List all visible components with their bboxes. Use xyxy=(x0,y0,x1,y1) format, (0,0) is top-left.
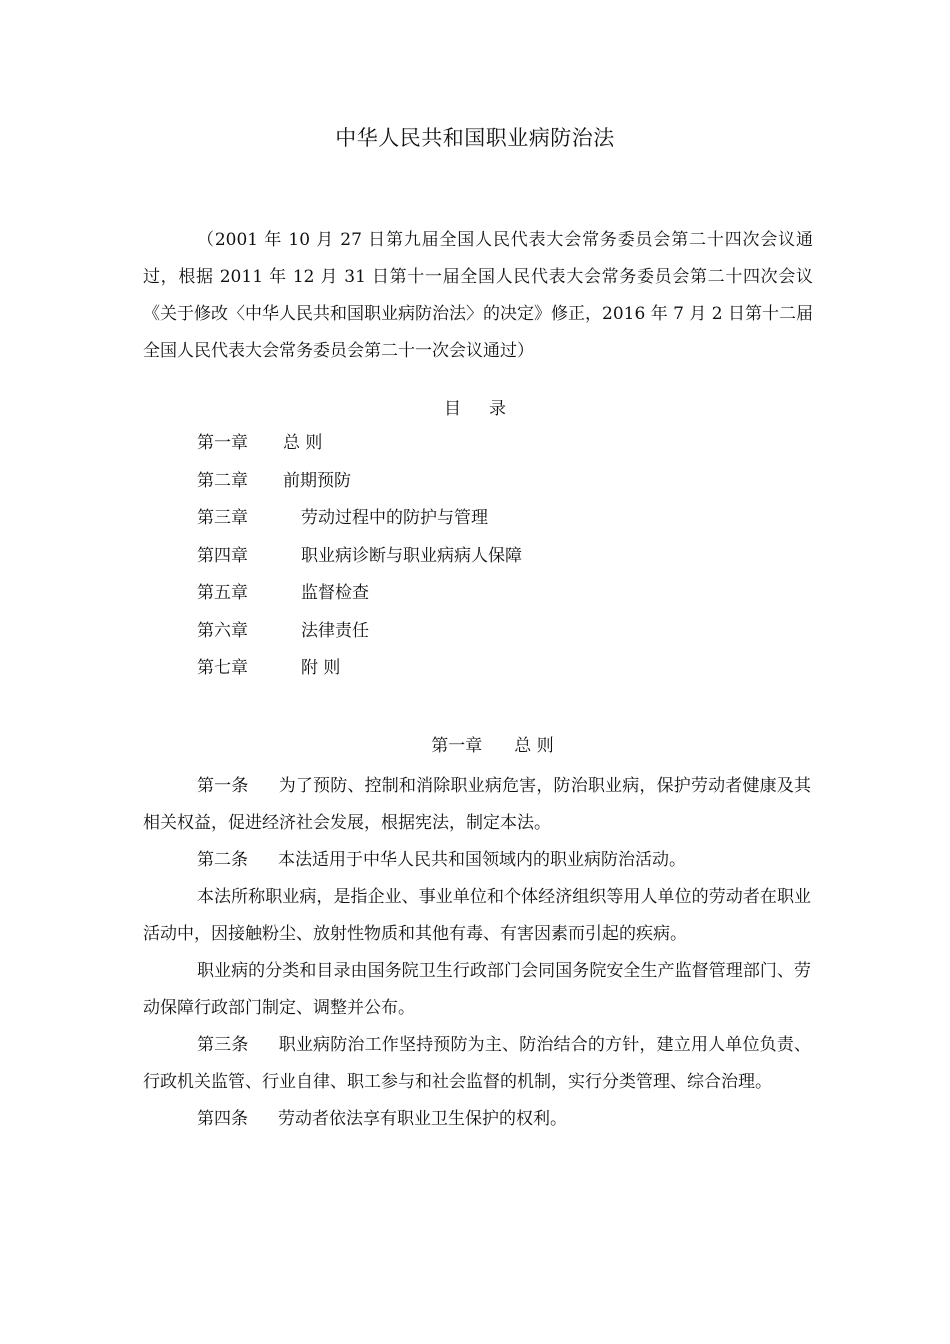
article-number: 第三条 xyxy=(197,1035,249,1055)
article-text: 本法适用于中华人民共和国领域内的职业病防治活动。 xyxy=(278,850,686,870)
article-paragraph xyxy=(143,1101,811,1138)
article-number: 第四条 xyxy=(197,1109,248,1129)
article-text: 为了预防、控制和消除职业病危害，防治职业病，保护劳动者健康及其相关权益，促进经济社会发展，根据宪法，制定本法。 xyxy=(143,776,812,833)
toc-item[interactable] xyxy=(197,430,697,468)
document-title: 中华人民共和国职业病防治法 xyxy=(335,126,615,150)
paragraph-text: 职业病的分类和目录由国务院卫生行政部门会同国务院安全生产监督管理部门、劳动保障行政部门制定、调整并公布。 xyxy=(143,961,811,1018)
toc-item-name: 附 则 xyxy=(301,658,341,678)
article-paragraph xyxy=(143,768,811,842)
toc-item-number: 第五章 xyxy=(197,583,248,603)
toc-item-name: 劳动过程中的防护与管理 xyxy=(301,508,488,528)
amendment-note: （2001 年 10 月 27 日第九届全国人民代表大会常务委员会第二十四次会议通过，根据 2011 年 12 月 31 日第十一届全国人民代表大会常务委员会第二十四次会议《关于修改〈中华人民共和国职业病防治法〉的决定》修正，2016 年 7 月 2 日第十二届全国人民代表大会常务委员会第二十一次会议通过） xyxy=(143,230,813,361)
toc-item-number: 第二章 xyxy=(197,470,248,491)
article-paragraph xyxy=(143,842,811,879)
toc-heading xyxy=(0,394,950,419)
toc-heading-left: 目 xyxy=(444,399,461,419)
toc-item-number: 第三章 xyxy=(197,508,248,528)
toc-item-name: 前期预防 xyxy=(283,470,351,491)
toc-item-number: 第七章 xyxy=(197,658,248,678)
toc-item[interactable] xyxy=(197,468,697,506)
toc-item-name: 职业病诊断与职业病病人保障 xyxy=(301,545,522,566)
toc-item-number: 第六章 xyxy=(197,620,248,641)
toc-item-name: 监督检查 xyxy=(301,583,369,603)
article-number: 第二条 xyxy=(197,850,248,870)
paragraph xyxy=(143,879,811,953)
toc-item[interactable] xyxy=(197,618,697,656)
article-number: 第一条 xyxy=(197,776,249,796)
toc-item[interactable] xyxy=(197,543,697,581)
chapter-number: 第一章 xyxy=(431,736,483,756)
toc-item[interactable] xyxy=(197,655,697,693)
paragraph xyxy=(143,953,811,1027)
toc-item-name: 法律责任 xyxy=(301,620,369,641)
chapter-name: 总 则 xyxy=(514,736,554,756)
table-of-contents xyxy=(197,430,697,693)
toc-item-number: 第一章 xyxy=(197,433,248,453)
toc-item[interactable] xyxy=(197,505,697,543)
chapter-body xyxy=(143,768,811,1138)
toc-item-number: 第四章 xyxy=(197,545,248,566)
article-text: 职业病防治工作坚持预防为主、防治结合的方针，建立用人单位负责、行政机关监管、行业自律、职工参与和社会监督的机制，实行分类管理、综合治理。 xyxy=(143,1035,812,1092)
article-text: 劳动者依法享有职业卫生保护的权利。 xyxy=(278,1109,567,1129)
chapter-heading xyxy=(0,731,950,756)
toc-item[interactable] xyxy=(197,580,697,618)
article-paragraph xyxy=(143,1027,811,1101)
toc-heading-right: 录 xyxy=(489,399,506,419)
toc-item-name: 总 则 xyxy=(283,433,323,453)
paragraph-text: 本法所称职业病，是指企业、事业单位和个体经济组织等用人单位的劳动者在职业活动中，因接触粉尘、放射性物质和其他有毒、有害因素而引起的疾病。 xyxy=(143,887,811,944)
